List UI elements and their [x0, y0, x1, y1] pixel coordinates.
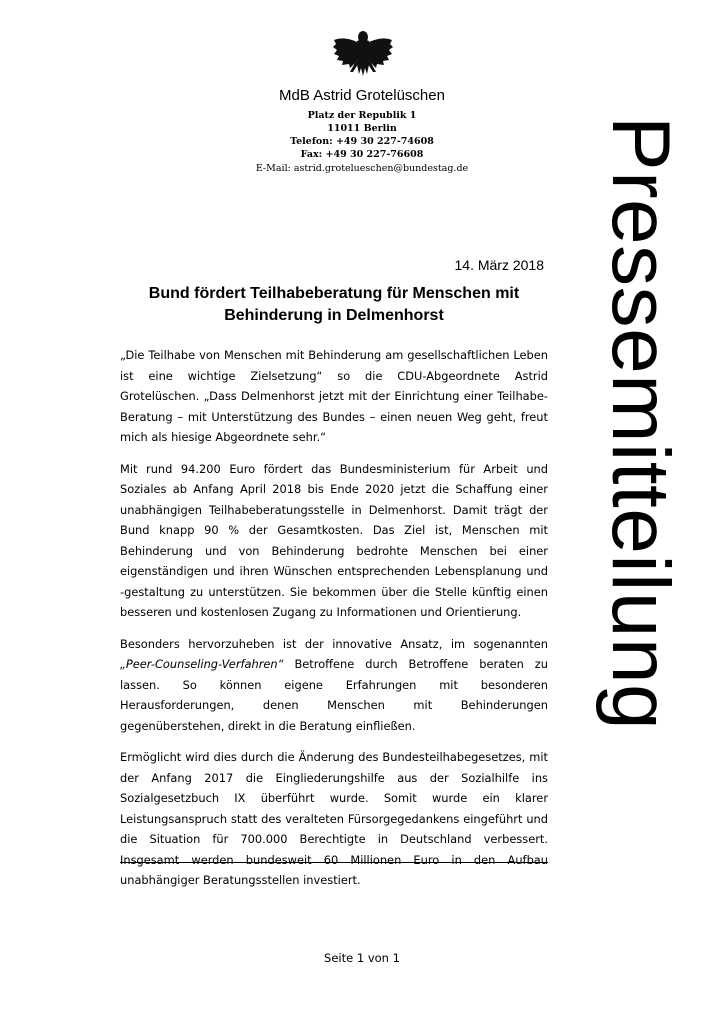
email-line: E-Mail: astrid.grotelueschen@bundestag.de: [255, 163, 469, 174]
paragraph-3-start: Besonders hervorzuheben ist der innovative Ansatz, im sogenannten: [120, 636, 548, 651]
paragraph-1: „Die Teilhabe von Menschen mit Behinderung am gesellschaftlichen Leben ist eine wichtige Zielsetzung“ so die CDU-Abgeordnete Astrid Grotelüschen. „Dass Delmenhorst jetzt mit der Einrichtung einer Teilhabe-Beratung – mit Unterstützung des Bundes – einen neuen Weg geht, freut mich als hiesige Abgeordnete sehr.“: [120, 348, 548, 444]
headline: Bund fördert Teilhabeberatung für Menschen mit Behinderung in Delmenhorst: [148, 285, 520, 324]
address-line: Platz der Republik 1: [307, 110, 417, 121]
footer-divider: [120, 862, 548, 863]
paragraph-4: Ermöglicht wird dies durch die Änderung des Bundesteilhabegesetzes, mit der Anfang 2017 die Eingliederungshilfe aus der Sozialhilfe ins Sozialgesetzbuch IX überführt wurde. Somit wurde ein klarer Leistungsanspruch statt des veralteten Fürsorgegedankens eingeführt und die Situation für 700.000 Berechtigte in Deutschland verbessert. Insgesamt werden bundesweit 60 Millionen Euro in den Aufbau unabhängiger Beratungsstellen investiert.: [120, 750, 548, 887]
postal-line: 11011 Berlin: [327, 123, 397, 134]
body-text: [120, 345, 548, 902]
vertical-title: Pressemitteilung: [595, 116, 686, 731]
vertical-title-container: [590, 116, 690, 866]
federal-eagle-icon: [332, 28, 394, 78]
paragraph-3: [120, 634, 548, 737]
emphasis-term: „Peer-Counseling-Verfahren“: [120, 657, 284, 671]
paragraph-2: Mit rund 94.200 Euro fördert das Bundesministerium für Arbeit und Soziales ab Anfang April 2018 bis Ende 2020 jetzt die Schaffung einer unabhängigen Teilhabeberatungsstelle in Delmenhorst. Damit trägt der Bund knapp 90 % der Gesamtkosten. Das Ziel ist, Menschen mit Behinderung und von Behinderung bedrohte Menschen bei einer eigenständigen und ihren Wünschen entsprechenden Lebensplanung und -gestaltung zu unterstützen. Sie bekommen über die Stelle künftig einen besseren und kostenlosen Zugang zu Informationen und Orientierung.: [120, 461, 548, 619]
phone-line: Telefon: +49 30 227-74608: [290, 136, 434, 147]
page-number: Seite 1 von 1: [324, 951, 400, 965]
fax-line: Fax: +49 30 227-76608: [300, 149, 424, 160]
press-date: 14. März 2018: [454, 257, 544, 273]
paragraph-3-end: Betroffene durch Betroffene beraten zu lassen. So können eigene Erfahrungen mit besonderen Herausforderungen, denen Menschen mit Behinderungen gegenüberstehen, direkt in die Beratung einfließen.: [120, 657, 548, 733]
member-name: MdB Astrid Grotelüschen: [279, 87, 445, 104]
